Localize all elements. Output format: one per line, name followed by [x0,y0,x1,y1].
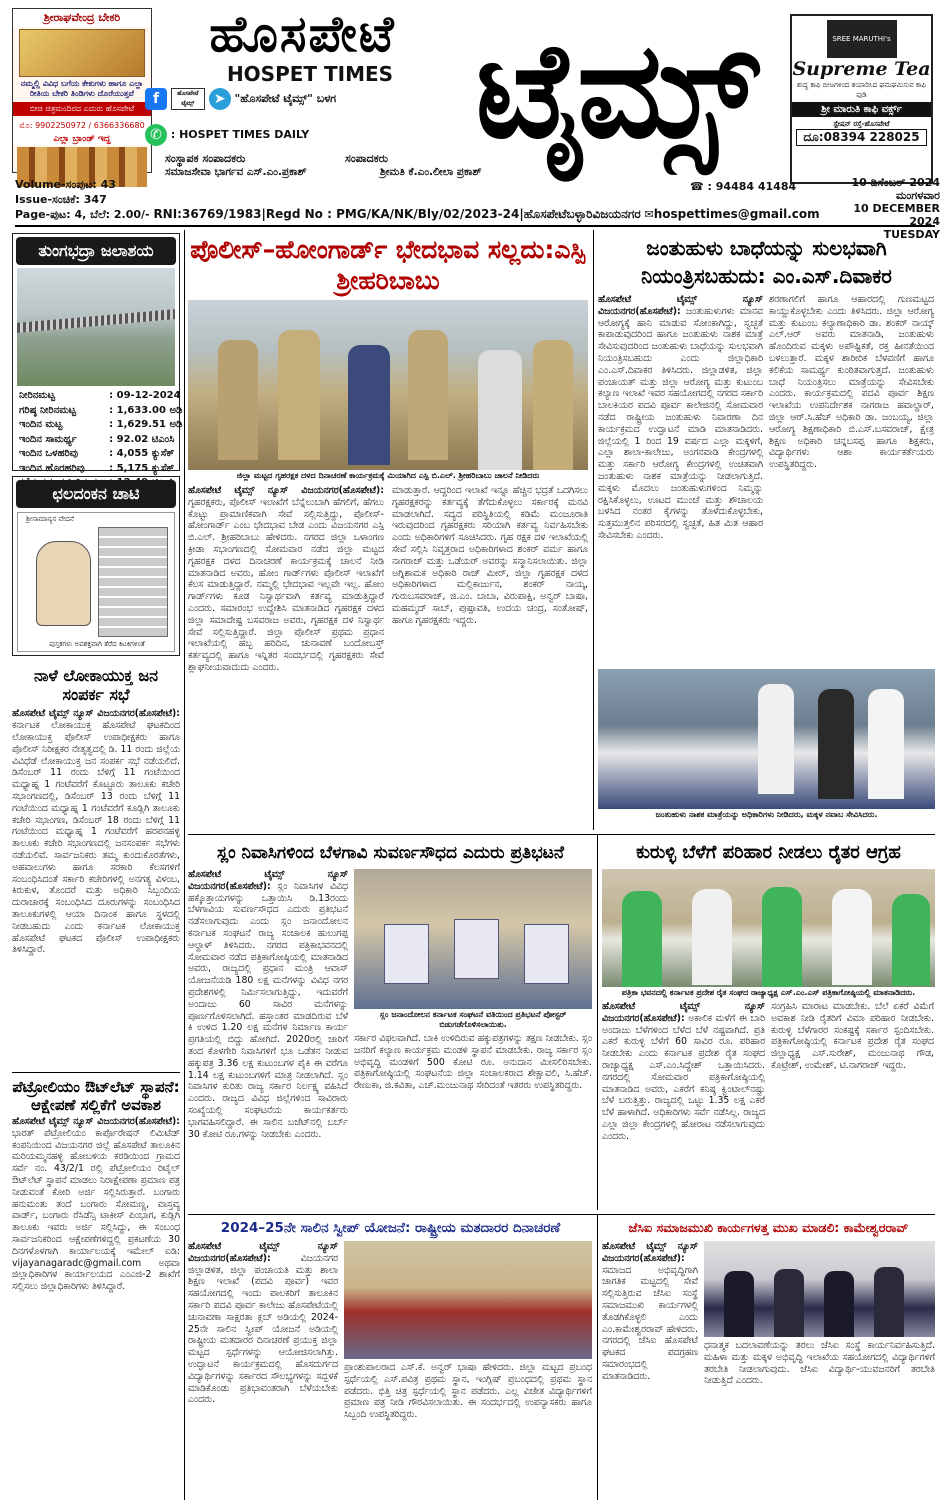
police-article [188,234,588,830]
voters-byline: ಹೊಸಪೇಟೆ ಟೈಮ್ಸ್ ನ್ಯೂಸ್ ವಿಜಯನಗರ(ಹೊಸಪೇಟೆ): [188,1241,338,1264]
dam-row [19,390,182,403]
social-fb-label: "ಹೊಸಪೇಟೆ ಟೈಮ್ಸ್" ಬಳಗ [234,92,337,105]
founder-label: ಸಂಸ್ಥಾಪಕ ಸಂಪಾದಕರು [165,152,246,165]
dam-row-label: ನೀರಿನಮಟ್ಟ [19,390,56,401]
bakery-ad-brand: ಎಲ್ಲಾ ಬ್ರಾಂಡ್ ಇದ್ದ [13,133,151,145]
dam-row-label: ಇಂದಿನ ಮಟ್ಟ [19,419,63,430]
telegram-icon[interactable]: ➤ [209,88,231,110]
police-title: ಪೊಲೀಸ್–ಹೋಂಗಾರ್ಡ್ ಭೇದಭಾವ ಸಲ್ಲದು:ಎಸ್ಪಿ ಶ್ರೀಹರಿಬಾಬು [190,235,586,295]
cartoon-top-text: ಶ್ರೀಸಾಮಾನ್ಯನ ವೇದನೆ [26,515,74,523]
dam-row-label: ಇಂದಿನ ಸಾಮರ್ಥ್ಯ [19,433,77,445]
bakery-ad-subtitle: ನಮ್ಮಲ್ಲಿ ವಿವಿಧ ಬಗೆಯ ಕೇಕುಗಳು ಹಾಗೂ ಎಲ್ಲಾ ರೀತಿಯ ಬೇಕರಿ ತಿಂಡಿಗಳು ದೊರೆಯುತ್ತವೆ [20,79,144,98]
jci-byline: ಹೊಸಪೇಟೆ ಟೈಮ್ಸ್ ನ್ಯೂಸ್ ವಿಜಯನಗರ(ಹೊಸಪೇಟೆ): [602,1241,698,1264]
farmers-article [602,840,935,1210]
social-wa-label: : HOSPET TIMES DAILY [170,128,310,141]
cartoon-wall [98,527,168,637]
voters-title: 2024–25ನೇ ಸಾಲಿನ ಸ್ವೀಪ್ ಯೋಜನೆ: ರಾಷ್ಟ್ರೀಯ ಮತದಾರರ ದಿನಾಚರಣೆ [220,1220,561,1236]
dam-row-value: : 4,055 ಕ್ಯುಸೆಕ್ [109,448,175,459]
deworming-photo [598,669,935,809]
deworming-byline: ಹೊಸಪೇಟೆ ಟೈಮ್ಸ್ ನ್ಯೂಸ್ ವಿಜಯನಗರ(ಹೊಸಪೇಟೆ): [598,294,763,317]
dam-row-value: : 5,175 ಕ್ಯುಸೆಕ್ [109,462,175,474]
founder-name: ಸಮಾಜಸೇವಾ ಭಾರ್ಗವ ಎಸ್.ಎಂ.ಪ್ರಕಾಶ್ [165,166,307,178]
slum-caption: ಸ್ಲಂ ಜನಾಂದೋಲನ ಕರ್ನಾಟಕ ಸಂಘಟನೆ ವತಿಯಿಂದ ಪ್ರತಿಭಟನೆ ಪೋಸ್ಟರ್ ಬಿಡುಗಡೆಗೊಳಿಸಲಾಯಿತು. [379,1010,567,1029]
voters-article [188,1218,593,1500]
dam-row-value: : 1,629.51 ಅಡಿ [109,419,183,430]
police-body-2: ಮಾಡುತ್ತಾರೆ. ಆದ್ದರಿಂದ ಇಲಾಖೆ ಇನ್ನೂ ಹೆಚ್ಚಿನ ಭದ್ರತೆ ಒದಗಿಸಲು ಗೃಹರಕ್ಷಕರನ್ನು ಕರ್ತವ್ಯಕ್ಕೆ ತೆಗೆದುಕೊಳ್ಳಲು ಸರ್ಕಾರಕ್ಕೆ ಮನವಿ ಮಾಡಲಾಗಿದೆ. ಸದ್ಯದ ಪರಿಸ್ಥಿತಿಯಲ್ಲಿ ಕಡಿಮೆ ಮಂಜೂರಾತಿ ಇರುವುದರಿಂದ ಗೃಹರಕ್ಷಕರು ಸರಿಯಾಗಿ ಕರ್ತವ್ಯ ನಿರ್ವಹಿಸಬೇಕು ಎಂದು ಅಧಿಕಾರಿಗಳಿಗೆ ಸೂಚಿಸಿದರು. ಗೃಹ ರಕ್ಷಕ ದಳ ಇಲಾಖೆಯಲ್ಲಿ ಸೇವೆ ಸಲ್ಲಿಸಿ ನಿವೃತ್ತರಾದ ಅಧಿಕಾರಿಗಳಾದ ಶಂಕರ್ ವರ್ಮ ಹಾಗೂ ನಾಗರಾಜ್ ಮತ್ತು ಒಡೆಯರ್ ಅವರನ್ನು ಸನ್ಮಾನಿಸಲಾಯಿತು. ಜಿಲ್ಲಾ ಅಗ್ನಿಶಾಮಕ ಅಧಿಕಾರಿ ರಾಜ್ ಮೀರ್, ಜಿಲ್ಲಾ ಗೃಹರಕ್ಷಕ ದಳದ ಅಧಿಕಾರಿಗಳಾದ ಮಲ್ಲಿಕಾರ್ಜುನ, ಶಂಕರ್ ನಾಯ್ಕ, ಗುರುಬಸವರಾಜ್, ಜಿ.ಎಂ. ಬಾಬಾ, ವಿರುಪಾಕ್ಷಿ, ಅನ್ವರ್ ಬಾಷಾ, ಮಹಮ್ಮದ್ ಸಾಬ್, ಪುಷ್ಪಾವತಿ, ಉದಯ ಚಂದ್ರ, ಸಂತೋಷ್, ಹಾಗೂ ಗೃಹರಕ್ಷಕರು ಇದ್ದರು. [392,485,588,626]
petrol-title: ಪೆಟ್ರೋಲಿಯಂ ಔಟ್‌ಲೆಟ್ ಸ್ಥಾಪನೆ: ಆಕ್ಷೇಪಣೆ ಸಲ್ಲಿಕೆಗೆ ಅವಕಾಶ [12,1078,180,1114]
social-row-wa [145,124,445,150]
dam-row [19,434,182,447]
jci-photo [704,1241,935,1337]
slum-title: ಸ್ಲಂ ನಿವಾಸಿಗಳಿಂದ ಬೆಳಗಾವಿ ಸುವರ್ಣಸೌಧದ ಎದುರು ಪ್ರತಿಭಟನೆ [217,843,564,863]
tea-address: ಸ್ಟೇಷನ್ ರಸ್ತೆ-ಹೊಸಪೇಟೆ [833,120,890,128]
slum-body-2: ಸರ್ಕಾರ ವಿಫಲವಾಗಿದೆ. ಬಾಕಿ ಉಳಿದಿರುವ ಹಕ್ಕುಪತ್ರಗಳನ್ನು ತಕ್ಷಣ ನೀಡಬೇಕು. ಸ್ಲಂ ಜನರಿಗೆ ಕಲ್ಯಾಣ ಕಾರ್ಯಕ್ರಮ ಮಂಡಳಿ ಸ್ಥಾಪನೆ ಮಾಡಬೇಕು. ರಾಜ್ಯ ಸರ್ಕಾರ ಸ್ಲಂ ಅಭಿವೃದ್ಧಿ ಮಂಡಳಿಗೆ 500 ಕೋಟಿ ರೂ. ಅನುದಾನ ಮೀಸಲಿರಿಸಬೇಕು. ಪತ್ರಿಕಾಗೋಷ್ಠಿಯಲ್ಲಿ ಸಂಘಟನೆಯ ಜಿಲ್ಲಾ ಸಂಚಾಲಕರಾದ ಶೇಕ್ಷಾವಲಿ, ಸಿ.ಹೆಚ್. ರೇಣುಕಾ, ಜಿ.ಕವಿತಾ, ಎಚ್.ಮಂಜುನಾಥ ಸೇರಿದಂತೆ ಇತರರು ಉಪಸ್ಥಿತರಿದ್ದರು. [354,1033,592,1092]
dam-row-label: ಇಂದಿನ ಹೊರಹರಿವು [19,462,85,474]
police-photo [188,300,588,470]
dam-title: ತುಂಗಭದ್ರಾ ಜಲಾಶಯ [16,237,176,265]
registration-number: RNI:36769/1983|Regd No : PMG/KA/NK/Bly/02/2023-24|ಹೊಸಪೇಟೆಬಳ್ಳಾರಿವಿಜಯನಗರ [153,207,641,221]
bakery-ad-phone: ಮೊ: 9902250972 / 6366336680 [13,119,151,133]
day-kn: ಮಂಗಳವಾರ [895,189,940,202]
bakery-ad-title: ಶ್ರೀರಾಘವೇಂದ್ರ ಬೇಕರಿ [13,9,151,27]
slum-photo [354,869,592,1009]
jci-body-2: ಧನಾತ್ಮಕ ಬದಲಾವಣೆಯನ್ನು ತರಲು ಜೆಸಿಐ ಸಂಸ್ಥೆ ಕಾರ್ಯನಿರ್ವಹಿಸುತ್ತಿದೆ. ಮಹಿಳಾ ಮತ್ತು ಮಕ್ಕಳ ಅಭಿವೃದ್ಧಿ ಇಲಾಖೆಯ ಸಹಯೋಗದಲ್ಲಿ ವಿದ್ಯಾರ್ಥಿಗಳಿಗೆ ತರಬೇತಿ ನೀಡಲಾಗುವುದು. ಜೆಸಿಐ ವಿದ್ಯಾರ್ಥಿ-ಯುವಜನರಿಗೆ ತರಬೇತಿ ನೀಡುತ್ತಿದೆ ಎಂದರು. [704,1340,935,1387]
facebook-icon[interactable]: f [145,88,167,110]
deworming-body-1: ಜಂತುಹುಳುಗಳು ಮಾನವ ಆರೋಗ್ಯಕ್ಕೆ ಹಾನಿ ಮಾಡುವ ಸೋಂಕಾಗಿದ್ದು, ಸ್ವಚ್ಛತೆ ಕಾಪಾಡುವುದರಿಂದ ಹಾಗೂ ಜಂತುಹುಳು ನಾಶಕ ಮಾತ್ರೆ ಸೇವಿಸುವುದರಿಂದ ಜಂತುಹುಳು ಬಾಧೆಯನ್ನು ಸುಲಭವಾಗಿ ನಿಯಂತ್ರಿಸಬಹುದು ಎಂದು ಜಿಲ್ಲಾಧಿಕಾರಿ ಎಂ.ಎಸ್.ದಿವಾಕರ ತಿಳಿಸಿದರು. ಜಿಲ್ಲಾಡಳಿತ, ಜಿಲ್ಲಾ ಪಂಚಾಯತ್ ಮತ್ತು ಜಿಲ್ಲಾ ಆರೋಗ್ಯ ಮತ್ತು ಕುಟುಂಬ ಕಲ್ಯಾಣ ಇಲಾಖೆ ಇವರ ಸಹಯೋಗದಲ್ಲಿ ನಗರದ ಸರ್ಕಾರಿ ಬಾಲಕಿಯರ ಪದವಿ ಪೂರ್ವ ಕಾಲೇಜಿನಲ್ಲಿ ಸೋಮವಾರ ನಡೆದ ರಾಷ್ಟ್ರೀಯ ಜಂತುಹುಳು ನಿವಾರಣಾ ದಿನ ಕಾರ್ಯಕ್ರಮದ ಉದ್ಘಾಟನೆ ಮಾಡಿ ಮಾತನಾಡಿದರು. ಜಿಲ್ಲೆಯಲ್ಲಿ 1 ರಿಂದ 19 ವರ್ಷದ ಎಲ್ಲಾ ಮಕ್ಕಳಿಗೆ, ಎಲ್ಲಾ ಶಾಲಾ-ಕಾಲೇಜು, ಅಂಗನವಾಡಿ ಕೇಂದ್ರಗಳಲ್ಲಿ ಮತ್ತು ಸರ್ಕಾರಿ ಆರೋಗ್ಯ ಕೇಂದ್ರಗಳಲ್ಲಿ ಉಚಿತವಾಗಿ ಜಂತುಹುಳು ನಾಶಕ ಮಾತ್ರೆಯನ್ನು ನೀಡಲಾಗುತ್ತಿದೆ. ಮಕ್ಕಳು ಮೊದಲು ಜಂತುಹುಳುಗಳಿಂದ ನಿಮ್ಮನ್ನು ರಕ್ಷಿಸಿಕೊಳ್ಳಲು, ಊಟದ ಮುಂಚೆ ಮತ್ತು ಶೌಚಾಲಯ ಬಳಸಿದ ನಂತರ ಕೈಗಳನ್ನು ತೊಳೆದುಕೊಳ್ಳಬೇಕು, ಸುತ್ತಮುತ್ತಲಿನ ಪರಿಸರದಲ್ಲಿ ಸ್ವಚ್ಛತೆ, ಹಿತ ಮಿತ ಆಹಾರ ಸೇವಿಸಬೇಕು ಎಂದರು. [598,305,763,541]
voters-body-1: ವಿಜಯನಗರ ಜಿಲ್ಲಾಡಳಿತ, ಜಿಲ್ಲಾ ಪಂಚಾಯತಿ ಮತ್ತು ಶಾಲಾ ಶಿಕ್ಷಣ ಇಲಾಖೆ (ಪದವಿ ಪೂರ್ವ) ಇವರ ಸಹಯೋಗದಲ್ಲಿ ಇಂದು ಪಾಲಕರಿಗೆ ತಾಲೂಕಿನ ಸರ್ಕಾರಿ ಪದವಿ ಪೂರ್ವ ಕಾಲೇಜು ಹೊಸಪೇಟೆಯಲ್ಲಿ ಚುನಾವಣಾ ಸಾಕ್ಷರತಾ ಕ್ಲಬ್ ಅಡಿಯಲ್ಲಿ 2024-25ನೇ ಸಾಲಿನ ಸ್ವೀಪ್ ಯೋಜನೆ ಅಡಿಯಲ್ಲಿ ರಾಷ್ಟ್ರೀಯ ಮತದಾರರ ದಿನಾಚರಣೆ ಪ್ರಯುಕ್ತ ಜಿಲ್ಲಾ ಮಟ್ಟದ ಸ್ಪರ್ಧೆಗಳನ್ನು ಆಯೋಜಿಸಲಾಗಿತ್ತು. ಉದ್ಘಾಟನೆ ಕಾರ್ಯಕ್ರಮದಲ್ಲಿ ಹೊಸದುರ್ಗದ ವಿದ್ಯಾರ್ಥಿಗಳನ್ನು ಸರ್ಕಾರದ ಸೌಲಭ್ಯಗಳನ್ನು ಸದ್ಬಳಕೆ ಮಾಡಿಕೊಂಡು ಪ್ರತಿಭಾವಂತರಾಗಿ ಬೆಳೆಯಬೇಕು ಎಂದರು. [188,1252,338,1406]
dam-row-value: : 09-12-2024 [109,390,181,401]
slum-body-1: ಸ್ಲಂ ನಿವಾಸಿಗಳ ವಿವಿಧ ಹಕ್ಕೊತ್ತಾಯಗಳನ್ನು ಒತ್ತಾಯಿಸಿ ಡಿ.13ರಂದು ಬೆಳಗಾವಿಯ ಸುವರ್ಣಸೌಧದ ಎದುರು ಪ್ರತಿಭಟನೆ ನಡೆಸಲಾಗುವುದು ಎಂದು ಸ್ಲಂ ಜನಾಂದೋಲನ ಕರ್ನಾಟಕ ಸಂಘಟನೆ ರಾಜ್ಯ ಸಂಚಾಲಕ ಹುಲುಗಪ್ಪ ಆಲ್ದಾಳ್ ತಿಳಿಸಿದರು. ನಗರದ ಪತ್ರಿಕಾಭವನದಲ್ಲಿ ಸೋಮವಾರ ನಡೆದ ಪತ್ರಿಕಾಗೋಷ್ಠಿಯಲ್ಲಿ ಮಾತನಾಡಿದ ಅವರು, ರಾಜ್ಯದಲ್ಲಿ ಪ್ರಧಾನ ಮಂತ್ರಿ ಆವಾಸ್ ಯೋಜನೆಯಡಿ 180 ಲಕ್ಷ ಮನೆಗಳನ್ನು ವಿವಿಧ ನಗರ ಪ್ರದೇಶಗಳಲ್ಲಿ ನಿರ್ಮಿಸಲಾಗುತ್ತಿದ್ದು, ಇದುವರೆಗೆ ಅಂದಾಜು 60 ಸಾವಿರ ಮನೆಗಳನ್ನು ಪೂರ್ಣಗೊಳಿಸಲಾಗಿದೆ. ಹಸ್ತಾಂತರ ಮಾಡದಿರುವ ಬೆಳೆ ಕಿ ಉಳಿದ 1.20 ಲಕ್ಷ ಮನೆಗಳ ನಿರ್ಮಾಣ ಕಾರ್ಯ ಪ್ರಗತಿಯಲ್ಲಿ ಬಿದ್ದು ಹೋಗಿದೆ. 2020ರಲ್ಲಿ ಜಾರಿಗೆ ತಂದ ಕೊಳಗೇರಿ ನಿವಾಸಿಗಳಿಗೆ ಭೂ ಒಡೆತನ ನೀಡುವ ಹಕ್ಕುಪತ್ರ 3.36 ಲಕ್ಷ ಕುಟುಂಬಗಳ ಪೈಕಿ ಈ ವರೆಗೂ 1.14 ಲಕ್ಷ ಕುಟುಂಬಗಳಿಗೆ ಮಾತ್ರ ನೀಡಲಾಗಿದೆ. ಸ್ಲಂ ನಿವಾಸಿಗಳ ಕುರಿತು ರಾಜ್ಯ ಸರ್ಕಾರ ನಿರ್ಲಕ್ಷ್ಯ ವಹಿಸಿದೆ ಎಂದರು. ರಾಜ್ಯದ ವಿವಿಧ ಜಿಲ್ಲೆಗಳಿಂದ ಸಾವಿರಾರು ಸಂಖ್ಯೆಯಲ್ಲಿ ಸಂಘಟನೆಯ ಕಾರ್ಯಕರ್ತರು ಭಾಗವಹಿಸಲಿದ್ದಾರೆ. ಈ ಸಾಲಿನ ಬಜೆಟ್‌ನಲ್ಲಿ ಬರ್ಬ್ 30 ಕೋಟಿ ರೂ.ಗಳನ್ನು ನೀಡಬೇಕು ಎಂದರು. [188,880,348,1140]
lokayukta-byline: ಹೊಸಪೇಟೆ ಟೈಮ್ಸ್ ನ್ಯೂಸ್ ವಿಜಯನಗರ(ಹೊಸಪೇಟೆ): [12,708,180,720]
dam-row [19,463,182,476]
mail-icon: ✉ [644,208,654,221]
dam-row [19,419,182,432]
pages-price: Page-ಪುಟ: 4, ಬೆಲೆ: 2.00/- [15,208,150,221]
farmers-body-1: ಅಕಾಲಿಕ ಮಳೆಗೆ ಈ ಬಾರಿ ಅಂದಾಜು ಬೆಳೆಗಳಿಂದ ಬೆಳೆದ ಬೆಳೆ ನಷ್ಟವಾಗಿದೆ. ಪ್ರತಿ ಎಕರೆ ಕುರುಳ್ಳಿ ಬೆಳೆಗೆ 60 ಸಾವಿರ ರೂ. ಪರಿಹಾರ ನೀಡಬೇಕು ಎಂದು ಕರ್ನಾಟಕ ಪ್ರದೇಶ ರೈತ ಸಂಘದ ರಾಜ್ಯಾಧ್ಯಕ್ಷ ಎಸ್.ಎಂ.ಸಿದ್ದೇಶ್ ಒತ್ತಾಯಿಸಿದರು. ನಗರದಲ್ಲಿ ಸೋಮವಾರ ಪತ್ರಿಕಾಗೋಷ್ಠಿಯಲ್ಲಿ ಮಾತನಾಡಿದ ಅವರು, ಎಕರೆಗೆ ಕನಿಷ್ಠ ಕ್ವಿಂಟಾಲ್‌ನಷ್ಟು ಬೆಳೆ ಬರುತ್ತಿತ್ತು. ರಾಜ್ಯದಲ್ಲಿ ಒಟ್ಟು 1.35 ಲಕ್ಷ ಎಕರೆ ಬೆಳೆ ಹಾಳಾಗಿದೆ. ಅಧಿಕಾರಿಗಳು ಸರ್ವೆ ನಡೆಸಿಲ್ಲ. ರಾಜ್ಯದ ಎಲ್ಲಾ ಜಿಲ್ಲಾ ಕೇಂದ್ರಗಳಲ್ಲಿ ಹೋರಾಟ ನಡೆಸಲಾಗುವುದು ಎಂದರು. [602,1012,765,1142]
tea-phone: ದೂ:08394 228025 [796,129,927,146]
police-body-1: ಗೃಹರಕ್ಷಕರು, ಪೊಲೀಸ್ ಇಲಾಖೆಗೆ ಬೆನ್ನೆಲುಬಾಗಿ ಹೆಗಲಿಗೆ, ಹೆಗಲು ಕೊಟ್ಟು ಪ್ರಾಮಾಣಿಕವಾಗಿ ಸೇವೆ ಸಲ್ಲಿಸುತ್ತಿದ್ದು, ಪೊಲೀಸ್-ಹೋಂಗಾರ್ಡ್ ಎಂಬ ಭೇದಭಾವ ಬೇಡ ಎಂದು ವಿಜಯನಗರ ಎಸ್ಪಿ ಬಿ.ಎಲ್. ಶ್ರೀಹರಿಬಾಬು ಹೇಳಿದರು. ನಗರದ ಜಿಲ್ಲಾ ಒಳಾಂಗಣ ಕ್ರೀಡಾ ಸಭಾಂಗಣದಲ್ಲಿ ಸೋಮವಾರ ನಡೆದ ಜಿಲ್ಲಾ ಮಟ್ಟದ ಗೃಹರಕ್ಷಕ ದಳದ ದಿನಾಚರಣೆ ಕಾರ್ಯಕ್ರಮಕ್ಕೆ ಚಾಲನೆ ನೀಡಿ ಮಾತನಾಡಿದ ಅವರು, ಹೋಂ ಗಾರ್ಡ್‌ಗಳು ಪೊಲೀಸ್ ಇಲಾಖೆಗೆ ಕೆಲಸ ಮಾಡುತ್ತಿದ್ದಾರೆ. ನಮ್ಮಲ್ಲಿ ಭೇದಭಾವ ಇಲ್ಲವೇ ಇಲ್ಲ. ಹೋಂ ಗಾರ್ಡ್‌ಗಳು ಕೂಡ ನಿಸ್ವಾರ್ಥವಾಗಿ ಕರ್ತವ್ಯ ಮಾಡುತ್ತಿದ್ದಾರೆ ಎಂದರು. ಸಮಾರಂಭ ಉದ್ದೇಶಿಸಿ ಮಾತನಾಡಿದ ಗೃಹರಕ್ಷಕ ದಳದ ಜಿಲ್ಲಾ ಸಮಾದೇಷ್ಟ ಬಸವರಾಜ ಅವರು, ಗೃಹರಕ್ಷಕ ದಳ ನಿಸ್ವಾರ್ಥ ಸೇವೆ ಸಲ್ಲಿಸುತ್ತಿದ್ದಾರೆ. ಜಿಲ್ಲಾ ಪೊಲೀಸ್ ಪ್ರಥಮ ಪ್ರಧಾನ ಇಲಾಖೆಯಲ್ಲಿ ಹಬ್ಬ ಹರಿದಿನ, ಚುನಾವಣೆ ಬಂದೋಬಸ್ತ್ ಕರ್ತವ್ಯದಲ್ಲಿ ಹಾಗೂ ಇನ್ನಿತರ ಸಂದರ್ಭದಲ್ಲಿ ಗೃಹರಕ್ಷಕರು ಸೇವೆ ಶ್ಲಾಘನೀಯವಾದುದು ಎಂದರು. [188,496,384,673]
police-caption: ಜಿಲ್ಲಾ ಮಟ್ಟದ ಗೃಹರಕ್ಷಕ ದಳದ ದಿನಾಚರಣೆ ಕಾರ್ಯಕ್ರಮಕ್ಕೆ ಮಿಯಾಗಿದ ಎಸ್ಪಿ ಬಿ.ಎಲ್. ಶ್ರೀಹರಿಬಾಬು ಚಾಲನೆ ನೀಡಿದರು [236,471,540,480]
police-byline: ಹೊಸಪೇಟೆ ಟೈಮ್ಸ್ ನ್ಯೂಸ್ ವಿಜಯನಗರ(ಹೊಸಪೇಟೆ): [188,485,384,496]
dam-row-value: : 1,633.00 ಅಡಿ [109,404,183,416]
deworming-body-2: ಶರಣಾಗಲಿಗೆ ಹಾಗೂ ಆಹಾರದಲ್ಲಿ ಗುಣಮಟ್ಟದ ಕಾಯ್ದುಕೊಳ್ಳಬೇಕು ಎಂದು ತಿಳಿಸಿದರು. ಜಿಲ್ಲಾ ಆರೋಗ್ಯ ಮತ್ತು ಕುಟುಂಬ ಕಲ್ಯಾಣಾಧಿಕಾರಿ ಡಾ. ಶಂಕರ್ ನಾಯ್ಕ್ ಎಲ್.ಆರ್ ಅವರು ಮಾತನಾಡಿ, ಜಂತುಹುಳು ಹೊಂದಿರುವ ಮಕ್ಕಳು ಅಪೌಷ್ಟಿಕತೆ, ರಕ್ತ ಹೀನತೆಯಿಂದ ಬಳಲುತ್ತಾರೆ. ಮಕ್ಕಳ ಶಾರೀರಿಕ ಬೆಳವಣಿಗೆ ಹಾಗೂ ಕಲಿಕೆಯ ಸಾಮರ್ಥ್ಯ ಕುಂಠಿತವಾಗುತ್ತದೆ. ಜಂತುಹುಳು ಬಾಧೆ ನಿಯಂತ್ರಿಸಲು ಮಾತ್ರೆಯನ್ನು ಸೇವಿಸಬೇಕು ಎಂದರು. ಕಾರ್ಯಕ್ರಮದಲ್ಲಿ ಪದವಿ ಪೂರ್ವ ಶಿಕ್ಷಣ ಇಲಾಖೆಯ ಉಪನಿರ್ದೇಶಕ ನಾಗರಾಜ ಹವಾಲ್ದಾರ್, ಜಿಲ್ಲಾ ಆರ್.ಸಿ.ಹೆಚ್ ಅಧಿಕಾರಿ ಡಾ. ಜಂಬಯ್ಯ, ಜಿಲ್ಲಾ ಆರೋಗ್ಯ ಶಿಕ್ಷಣಾಧಿಕಾರಿ ಬಿ.ಎಸ್.ಬಸವರಾಜ್, ಕ್ಷೇತ್ರ ಶಿಕ್ಷಣ ಅಧಿಕಾರಿ ಚನ್ನಬಸಪ್ಪ ಹಾಗೂ ಶಿಕ್ಷಕರು, ವಿದ್ಯಾರ್ಥಿಗಳು ಆಶಾ ಕಾರ್ಯಕರ್ತೆಯರು ಉಪಸ್ಥಿತರಿದ್ದರು. [769,294,934,471]
tea-brand: Supreme Tea [792,58,931,80]
petrol-article [12,1076,180,1496]
social-row-fb [145,88,445,114]
lokayukta-body: ಕರ್ನಾಟಕ ಲೋಕಾಯುಕ್ತ ಹೊಸಪೇಟೆ ಘಟಕದಿಂದ ಲೋಕಾಯುಕ್ತ ಪೊಲೀಸ್ ಉಪಾಧೀಕ್ಷಕರು ಹಾಗೂ ಪೊಲೀಸ್ ನಿರೀಕ್ಷಕರ ನೇತೃತ್ವದಲ್ಲಿ ಡಿ. 11 ರಂದು ಜಿಲ್ಲೆಯ ವಿವಿಧೆಡೆ ಲೋಕಾಯುಕ್ತ ಜನ ಸಂಪರ್ಕ ಸಭೆ ನಡೆಯಲಿದೆ. ಡಿಸೆಂಬರ್ 11 ರಂದು ಬೆಳಿಗ್ಗೆ 11 ಗಂಟೆಯಿಂದ ಮಧ್ಯಾಹ್ನ 1 ಗಂಟೆವರೆಗೆ ಕೊಟ್ಟೂರು ತಾಲೂಕು ಕಚೇರಿ ಸಭಾಂಗಣದಲ್ಲಿ, ಡಿಸೆಂಬರ್ 13 ರಂದು ಬೆಳಿಗ್ಗೆ 11 ಗಂಟೆಯಿಂದ ಮಧ್ಯಾಹ್ನ 1 ಗಂಟೆವರೆಗೆ ಕೂಡ್ಲಿಗಿ ತಾಲೂಕು ಕಚೇರಿ ಸಭಾಂಗಣ, ಡಿಸೆಂಬರ್ 18 ರಂದು ಬೆಳಿಗ್ಗೆ 11 ಗಂಟೆಯಿಂದ ಮಧ್ಯಾಹ್ನ 1 ಗಂಟೆವರೆಗೆ ಹರಪನಹಳ್ಳಿ ತಾಲೂಕು ಕಚೇರಿ ಸಭಾಂಗಣದಲ್ಲಿ ಜನಸಂಪರ್ಕ ಸಭೆಗಳು ನಡೆಯಲಿವೆ. ಸಾರ್ವಜನಿಕರು ತಮ್ಮ ಕುಂದುಕೊರತೆಗಳು, ಅಹವಾಲುಗಳು ಹಾಗೂ ಸರಕಾರಿ ಕೆಲಸಗಳಿಗೆ ಸಂಬಂಧಿಸಿದಂತೆ ಸರ್ಕಾರಿ ಕಚೇರಿಗಳಲ್ಲಿ ಅನಗತ್ಯ ವಿಳಂಬ, ಕಿರುಕುಳ, ತೊಂದರೆ ಮತ್ತು ಅಧಿಕಾರಿ ಸಿಬ್ಬಂದಿಯ ದುರಾಚಾರಕ್ಕೆ ಸಂಬಂಧಿಸಿದ ದೂರುಗಳನ್ನು ಸಂಬಂಧಿಸಿದ ತಾಲೂಕುಗಳಲ್ಲಿ ಆಯಾ ದಿನಾಂಕ ಹಾಗೂ ಸ್ಥಳದಲ್ಲಿ ನೀಡಬಹುದು ಎಂದು ಕರ್ನಾಟಕ ಲೋಕಾಯುಕ್ತ ಹೊಸಪೇಟೆ ಘಟಕದ ಪೊಲೀಸ್ ಉಪಾಧೀಕ್ಷಕರು ತಿಳಿಸಿದ್ದಾರೆ. [12,720,180,956]
farmers-photo [602,869,935,987]
jci-article [602,1218,935,1500]
dam-box [12,233,183,474]
farmers-title: ಕುರುಳ್ಳಿ ಬೆಳೆಗೆ ಪರಿಹಾರ ನೀಡಲು ರೈತರ ಆಗ್ರಹ [636,842,901,863]
cartoon-title: ಛಲದಂಕನ ಚಾಟಿ [16,480,176,508]
dam-row-value: : 92.02 ಟಿಎಂಸಿ [109,433,175,445]
tea-text: ಶುದ್ಧ ಕಾಫಿ ಬೀಜಗಳಿಂದ ತಯಾರಿಸಿದ ಘಮಘಮಿಸುವ ಕಾಫಿ ಪುಡಿ [796,81,927,99]
masthead-title-en: HOSPET TIMES [226,62,394,86]
masthead-title-kn: ಹೊಸಪೇಟೆ [209,4,396,63]
jci-body-1: ಸಮಾಜದ ಅಭಿವೃದ್ಧಿಗಾಗಿ ಜಾಗತಿಕ ಮಟ್ಟದಲ್ಲಿ ಸೇವೆ ಸಲ್ಲಿಸುತ್ತಿರುವ ಜೆಸಿಐ ಸಂಸ್ಥೆ ಸಮಾಜಮುಖಿ ಕಾರ್ಯಗಳಲ್ಲಿ ತೊಡಗಿಕೊಳ್ಳಲಿ ಎಂದು ಎಂ.ಕಾಮೇಶ್ವರರಾವ್ ಹೇಳಿದರು. ನಗರದಲ್ಲಿ ಜೆಸಿಐ ಹೊಸಪೇಟೆ ಘಟಕದ ಪದಗ್ರಹಣ ಸಮಾರಂಭದಲ್ಲಿ ಮಾತನಾಡಿದರು. [602,1264,698,1382]
farmers-caption: ಪತ್ರಿಕಾ ಭವನದಲ್ಲಿ ಕರ್ನಾಟಕ ಪ್ರದೇಶ ರೈತ ಸಂಘದ ರಾಜ್ಯಾಧ್ಯಕ್ಷ ಎಸ್.ಎಂ.ಎಸ್ ಪತ್ರಿಕಾಗೋಷ್ಠಿಯಲ್ಲಿ ಮಾತನಾಡಿದರು. [621,988,916,997]
petrol-byline: ಹೊಸಪೇಟೆ ಟೈಮ್ಸ್ ನ್ಯೂಸ್ ವಿಜಯನಗರ(ಹೊಸಪೇಟೆ): [12,1116,180,1127]
lokayukta-title: ನಾಳೆ ಲೋಕಾಯುಕ್ತ ಜನ ಸಂಪರ್ಕ ಸಭೆ [33,666,159,705]
issue: Issue-ಸಂಚಿಕೆ: 347 [15,193,107,206]
petrol-body: ಭಾರತ್ ಪೆಟ್ರೋಲಿಯಂ ಕಾರ್ಪೊರೇಷನ್ ಲಿಮಿಟೆಡ್ ಕಂಪನಿಯಿಂದ ವಿಜಯನಗರ ಜಿಲ್ಲೆ ಹೊಸಪೇಟೆ ತಾಲೂಕಿನ ಮರಿಯಮ್ಮನಹಳ್ಳಿ ಹೋಬಳಿಯ ಕರಡಿಯಿಂದ ಗ್ರಾಮದ ಸರ್ವೆ ನಂ. 43/2/1 ರಲ್ಲಿ ಪೆಟ್ರೋಲಿಯಂ ರಿಟೈಲ್ ಔಟ್‌ಲೆಟ್ ಸ್ಥಾಪನೆ ಮಾಡಲು ನಿರಾಕ್ಷೇಪಣಾ ಪ್ರಮಾಣ ಪತ್ರ ನೀಡುವಂತೆ ಕೋರಿ ಅರ್ಜಿ ಸಲ್ಲಿಸಿರುತ್ತಾರೆ. ಬಂಗಾರು ಹನುಮಂತು ತಂದೆ ಬಂಗಾರು ಸೋಮಣ್ಣ, ವಾಸ್ತವ್ಯ ವಾರ್ಡ್, ಬಂಗಾರು ರೆಸಿಡೆನ್ಸಿ ಟಾಕೀಸ್ ಪಿಂಭಾಗ, ಕುಡ್ಲಿಗಿ ತಾಲೂಕು ಇವರು ಅರ್ಜಿ ಸಲ್ಲಿಸಿದ್ದು, ಈ ಸಂಬಂಧ ಸಾರ್ವಜನಿಕರಿಂದ ಆಕ್ಷೇಪಣೆಗಳಿದ್ದಲ್ಲಿ ಪ್ರಕಟಣೆಯ 30 ದಿನಗಳೊಳಗಾಗಿ ಕಾರ್ಯಾಲಯಕ್ಕೆ ಇಮೇಲ್ ಐಡಿ: vijayanagaradc@gmail.com ಅಥವಾ ಜಿಲ್ಲಾಧಿಕಾರಿಗಳ ಕಾರ್ಯಾಲಯದ ಎಂಎಜಿ-2 ಶಾಖೆಗೆ ಸಲ್ಲಿಸಲು ಜಿಲ್ಲಾಧಿಕಾರಿಗಳು ತಿಳಿಸಿದ್ದಾರೆ. [12,1127,180,1293]
registration-line [15,207,935,227]
date-kn: 10 ಡಿಸೆಂಬರ್ 2024 [851,176,940,189]
slum-article [188,840,593,1210]
cartoon-man [36,541,91,626]
lokayukta-article [12,662,180,1062]
masthead-title-big: ಟೈಮ್ಸ್ [475,13,755,168]
volume: Volume-ಸಂಪುಟ: 43 [15,178,116,191]
date-en: 10 DECEMBER 2024 [853,202,940,228]
dam-row [19,405,182,418]
bakery-ad [12,8,152,173]
deworming-article [598,234,935,830]
whatsapp-icon[interactable]: ✆ [145,124,167,146]
dam-row-label: ಗರಿಷ್ಠ ನೀರಿನಮಟ್ಟ [19,404,77,416]
dam-row-label: ಇಂದಿನ ಒಳಹರಿವು [19,448,78,459]
email[interactable]: hospettimes@gmail.com [653,207,820,221]
farmers-byline: ಹೊಸಪೇಟೆ ಟೈಮ್ಸ್ ನ್ಯೂಸ್ ವಿಜಯನಗರ(ಹೊಸಪೇಟೆ): [602,1001,765,1024]
tea-ad [790,14,933,184]
tea-band: ಶ್ರೀ ಮಾರುತಿ ಕಾಫಿ ವರ್ಕ್ಸ್ [792,102,931,117]
slum-byline: ಹೊಸಪೇಟೆ ಟೈಮ್ಸ್ ನ್ಯೂಸ್ ವಿಜಯನಗರ(ಹೊಸಪೇಟೆ): [188,869,348,892]
voters-photo [344,1241,592,1359]
voters-body-2: ಪ್ರಾಂಶುಪಾಲರಾದ ಎಸ್.ಕೆ. ಅನ್ವರ್ ಭಾಷಾ ಹೇಳಿದರು. ಜಿಲ್ಲಾ ಮಟ್ಟದ ಪ್ರಬಂಧ ಸ್ಪರ್ಧೆಯಲ್ಲಿ ಎಸ್.ಪವಿತ್ರ ಪ್ರಥಮ ಸ್ಥಾನ, ಇಂಗ್ಲಿಷ್ ಪ್ರಬಂಧದಲ್ಲಿ ಪ್ರಥಮ ಸ್ಥಾನ ಪಡೆದರು. ಭಿತ್ತಿ ಚಿತ್ರ ಸ್ಪರ್ಧೆಯಲ್ಲಿ ಸ್ಥಾನ ಪಡೆದರು. ಎಲ್ಲ ವಿಜೇತ ವಿದ್ಯಾರ್ಥಿಗಳಿಗೆ ಪ್ರಮಾಣ ಪತ್ರ ನೀಡಿ ಗೌರವಿಸಲಾಯಿತು. ಈ ಸಂದರ್ಭದಲ್ಲಿ ಉಪನ್ಯಾಸಕರು ಹಾಗೂ ಸಿಬ್ಬಂದಿ ಉಪಸ್ಥಿತರಿದ್ದರು. [344,1362,592,1421]
mini-logo: ಹೊಸಪೇಟೆ ಟೈಮ್ಸ್ [171,88,205,110]
dam-photo [17,268,175,386]
tea-logo: SREE MARUTHI's [827,20,897,58]
phone: ☎ : 94484 41484 [690,180,797,193]
deworming-caption: ಜಂತುಹುಳು ನಾಶಕ ಮಾತ್ರೆಯನ್ನು ಅಧಿಕಾರಿಗಳು ನೀಡಿದರು, ಮಕ್ಕಳ ನವಾಬ ಸೇವಿಸಿದರು. [655,810,878,819]
cartoon-image [17,512,175,652]
cartoon-box [12,476,180,656]
bakery-ad-image [19,29,145,77]
dam-row [19,448,182,461]
cartoon-bottom-text: ಪುಸ್ತಕಗಳು ಅವಶಕ್ತವಾಗಿ ತೆರೆದ ಕಿಟಕಿಗಳಿಂತೆ [49,640,145,648]
jci-title: ಜೆಸಿಐ ಸಮಾಜಮುಖಿ ಕಾರ್ಯಗಳತ್ತ ಮುಖ ಮಾಡಲಿ: ಕಾಮೇಶ್ವರರಾವ್ [628,1220,909,1235]
editor-label: ಸಂಪಾದಕರು [345,152,389,165]
day-en: TUESDAY [883,228,940,241]
farmers-body-2: ಸಂಗ್ರಹಿಸಿ ಮಾರಾಟ ಮಾಡಬೇಕು. ಬೆಲೆ ಏಕರೆ ವಿಮೆಗೆ ಅವಕಾಶ ನೀಡಿ ರೈತರಿಗೆ ವಿಮಾ ಪರಿಹಾರ ನೀಡಬೇಕು. ಕುರುಳ್ಳಿ ಬೆಳೆಗಾರರ ಸಂಕಷ್ಟಕ್ಕೆ ಸರ್ಕಾರ ಸ್ಪಂದಿಸಬೇಕು. ಪತ್ರಿಕಾಗೋಷ್ಠಿಯಲ್ಲಿ ಕರ್ನಾಟಕ ಪ್ರದೇಶ ರೈತ ಸಂಘದ ಜಿಲ್ಲಾಧ್ಯಕ್ಷ ಎಸ್.ಸುರೇಶ್, ಮಂಜುನಾಥ ಗೌಡ, ಕೊಟ್ರೇಶ್, ಉಮೇಶ್, ಟಿ.ನಾಗರಾಜ್ ಇದ್ದರು. [771,1001,934,1071]
bakery-ad-address: ಬೀಚಿ ಚಿತ್ರಮಂದಿರದ ಎದುರು ಹೊಸಪೇಟೆ [13,102,151,116]
deworming-title: ಜಂತುಹುಳು ಬಾಧೆಯನ್ನು ಸುಲಭವಾಗಿ ನಿಯಂತ್ರಿಸಬಹುದು: ಎಂ.ಎಸ್.ದಿವಾಕರ [641,236,892,288]
editor-name: ಶ್ರೀಮತಿ ಕೆ.ಎಂ.ಲೀಲಾ ಪ್ರಕಾಶ್ [380,166,482,178]
